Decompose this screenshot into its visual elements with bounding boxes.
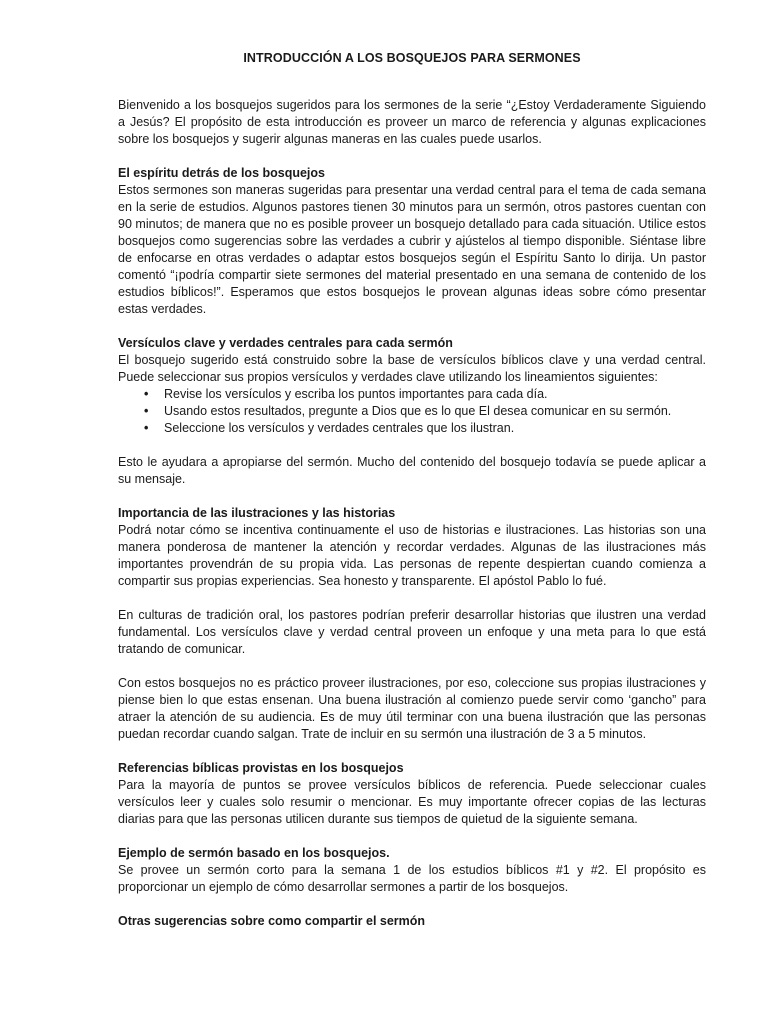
section-paragraph: Con estos bosquejos no es práctico proveer ilustraciones, por eso, coleccione sus propias ilustraciones y piense bien lo que estas ensenan. Una buena ilustración al comienzo puede servir como ‘gancho” para atraer la atención de su audiencia. Es de muy útil terminar con una buena ilustración que las personas puedan recordar cuando salgan. Trate de incluir en su sermón una ilustración de 3 a 5 minutos. (118, 676, 706, 741)
section-paragraph: El bosquejo sugerido está construido sobre la base de versículos bíblicos clave y una verdad central. Puede seleccionar sus propios versículos y verdades clave utilizando los lineamientos siguientes: (118, 353, 706, 384)
section-paragraph: Para la mayoría de puntos se provee versículos bíblicos de referencia. Puede seleccionar cuales versículos leer y cuales solo resumir o mencionar. Es muy importante ofrecer copias de las lecturas diarias para que las personas utilicen durante sus tiempos de quietud de la siguiente semana. (118, 778, 706, 826)
section-heading: El espíritu detrás de los bosquejos (118, 166, 325, 180)
section-heading: Importancia de las ilustraciones y las historias (118, 506, 396, 520)
list-item: • Usando estos resultados, pregunte a Dios que es lo que El desea comunicar en su sermón. (144, 403, 706, 420)
guideline-list (118, 386, 706, 437)
section-heading: Referencias bíblicas provistas en los bosquejos (118, 761, 404, 775)
section-ilustraciones (118, 505, 706, 743)
list-item: • Seleccione los versículos y verdades centrales que los ilustran. (144, 420, 706, 437)
section-paragraph: Podrá notar cómo se incentiva continuamente el uso de historias e ilustraciones. Las historias son una manera ponderosa de mantener la atención y recordar verdades. Algunas de las ilustraciones más importantes provendrán de su propia vida. Las personas de repente despiertan cuando comienza a compartir sus propias experiencias. Sea honesto y transparente. El apóstol Pablo lo fué. (118, 523, 706, 588)
section-ejemplo (118, 845, 706, 896)
document-page (118, 50, 706, 930)
section-paragraph: Estos sermones son maneras sugeridas para presentar una verdad central para el tema de cada semana en la serie de estudios. Algunos pastores tienen 30 minutos para un sermón, otros pastores cuentan con 90 minutos; de manera que no es posible proveer un bosquejo detallado para cada situación. Utilice estos bosquejos como sugerencias sobre las verdades a cubrir y ajústelos al tiempo disponible. Siéntase libre de enfocarse en otras verdades o adaptar estos bosquejos según el Espíritu Santo lo dirija. Un pastor comentó “¡podría compartir siete sermones del material presentado en una semana de contenido de los estudios bíblicos!”. Esperamos que estos bosquejos le provean algunas ideas sobre cómo presentar estas verdades. (118, 183, 706, 316)
intro-paragraph: Bienvenido a los bosquejos sugeridos para los sermones de la serie “¿Estoy Verdaderamente Siguiendo a Jesús? El propósito de esta introducción es proveer un marco de referencia y algunas explicaciones sobre los bosquejos y sugerir algunas maneras en las cuales puede usarlos. (118, 98, 706, 146)
section-paragraph: En culturas de tradición oral, los pastores podrían preferir desarrollar historias que ilustren una verdad fundamental. Los versículos clave y verdad central proveen un enfoque y una meta para lo que está tratando de comunicar. (118, 608, 706, 656)
section-versiculos (118, 335, 706, 488)
section-paragraph: Esto le ayudara a apropiarse del sermón. Mucho del contenido del bosquejo todavía se puede aplicar a su mensaje. (118, 455, 706, 486)
section-espiritu (118, 165, 706, 318)
section-heading: Otras sugerencias sobre como compartir el sermón (118, 914, 426, 928)
section-paragraph: Se provee un sermón corto para la semana 1 de los estudios bíblicos #1 y #2. El propósito es proporcionar un ejemplo de cómo desarrollar sermones a partir de los bosquejos. (118, 863, 706, 894)
section-heading: Versículos clave y verdades centrales para cada sermón (118, 336, 453, 350)
section-referencias (118, 760, 706, 828)
section-heading: Ejemplo de sermón basado en los bosquejos. (118, 846, 390, 860)
list-item: • Revise los versículos y escriba los puntos importantes para cada día. (144, 386, 706, 403)
section-otras (118, 913, 706, 930)
document-title: INTRODUCCIÓN A LOS BOSQUEJOS PARA SERMONES (243, 51, 581, 65)
